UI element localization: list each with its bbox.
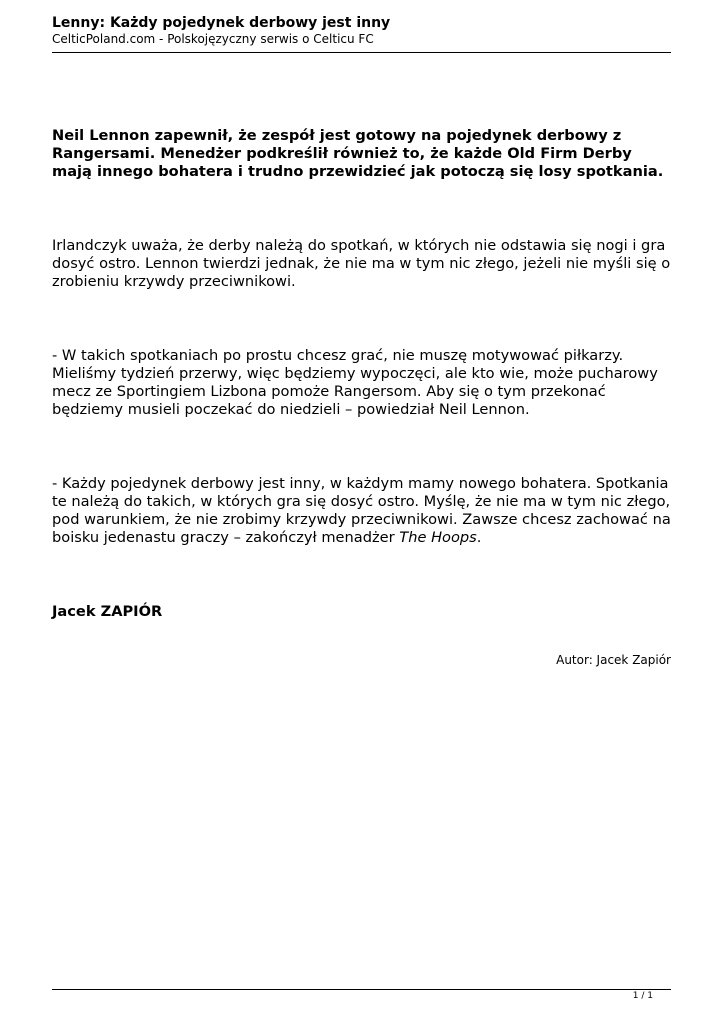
team-nickname: The Hoops bbox=[399, 529, 477, 546]
page-number: 1 / 1 bbox=[632, 991, 653, 1001]
article-paragraph-2: - W takich spotkaniach po prostu chcesz grać, nie muszę motywować piłkarzy. Mieliśmy tydzień przerwy, więc będziemy wypoczęci, ale kto wie, może pucharowy mecz ze Sportingiem Lizbona pomoże Rangersom. Aby się o tym przekonać będziemy musieli poczekać do niedzieli – powiedział Neil Lennon. bbox=[52, 347, 658, 418]
article-paragraph-3-text: - Każdy pojedynek derbowy jest inny, w każdym mamy nowego bohatera. Spotkania te należą do takich, w których gra się dosyć ostro. Myślę, że nie ma w tym nic złego, pod warunkiem, że nie zrobimy krzywdy przeciwnikowi. Zawsze chcesz zachować na boisku jedenastu graczy – zakończył menadżer bbox=[52, 475, 671, 546]
footer-divider bbox=[52, 989, 671, 990]
article-paragraph-3-end: . bbox=[476, 529, 482, 546]
article-paragraph-1: Irlandczyk uważa, że derby należą do spotkań, w których nie odstawia się nogi i gra dosyć ostro. Lennon twierdzi jednak, że nie ma w tym nic złego, jeżeli nie myśli się o zrobieniu krzywdy przeciwnikowi. bbox=[52, 237, 671, 290]
author-credit: Autor: Jacek Zapiór bbox=[556, 653, 671, 667]
site-subtitle: CelticPoland.com - Polskojęzyczny serwis o Celticu FC bbox=[52, 32, 374, 46]
header-divider bbox=[52, 52, 671, 53]
article-paragraph-3 bbox=[52, 475, 671, 547]
article-signature: Jacek ZAPIÓR bbox=[52, 603, 163, 620]
article-body bbox=[52, 127, 671, 621]
article-title: Lenny: Każdy pojedynek derbowy jest inny bbox=[52, 15, 391, 31]
document-header bbox=[52, 14, 671, 47]
article-lead: Neil Lennon zapewnił, że zespół jest gotowy na pojedynek derbowy z Rangersami. Menedżer podkreślił również to, że każde Old Firm Derby mają innego bohatera i trudno przewidzieć jak potoczą się losy spotkania. bbox=[52, 127, 664, 180]
